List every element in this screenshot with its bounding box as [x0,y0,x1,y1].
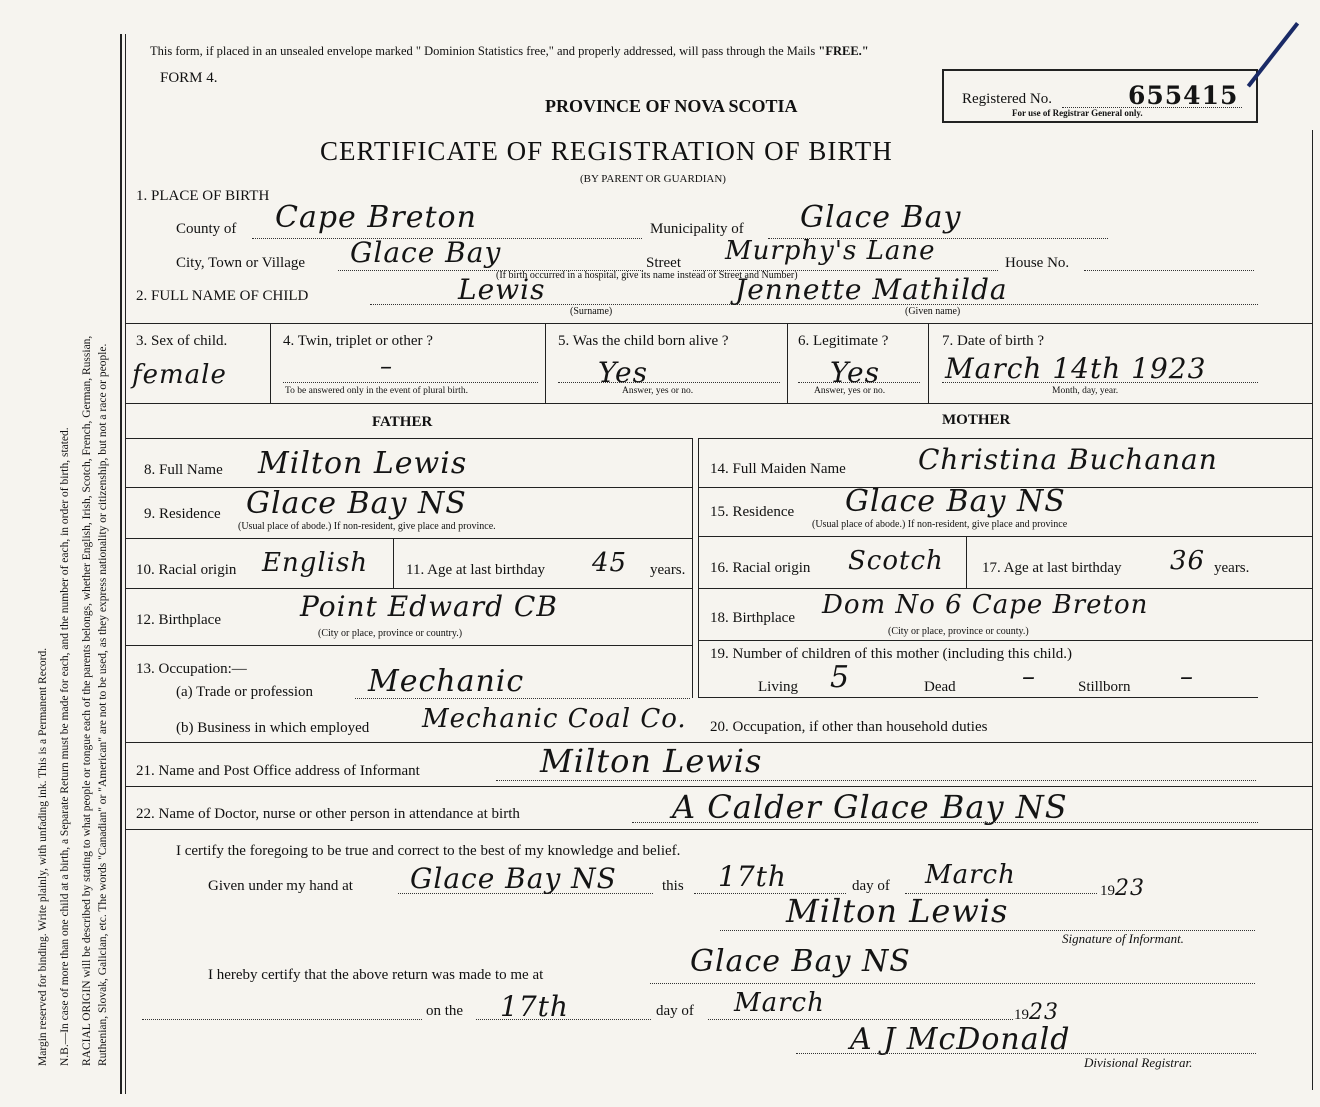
legitimate-note: Answer, yes or no. [814,386,886,396]
mother-residence-label: 15. Residence [710,504,795,520]
certify-statement: I certify the foregoing to be true and correct to the best of my knowledge and belief. [176,843,681,859]
mother-race-value: Scotch [848,546,944,576]
dob-value: March 14th 1923 [945,352,1207,385]
rule-parents-top-right [698,438,1312,439]
registrar-place-line [650,983,1255,984]
father-business-value: Mechanic Coal Co. [422,704,687,734]
child-given-name-value: Jennette Mathilda [735,273,1008,306]
rule-father-4 [126,645,692,646]
legitimate-label: 6. Legitimate ? [798,333,889,349]
form-number: FORM 4. [160,70,218,86]
mother-race-label: 16. Racial origin [710,560,811,576]
registrar-lead-line [142,1019,422,1020]
father-trade-line [355,698,690,699]
mother-heading: MOTHER [942,412,1011,428]
given-month-value: March [925,860,1016,890]
child-surname-value: Lewis [458,273,546,306]
mother-birthplace-note: (City or place, province or county.) [888,626,1029,637]
rule-row3-v4 [928,323,929,403]
dead-value: – [1022,662,1036,692]
margin-racial-note-1: RACIAL ORIGIN will be described by stating to what people or tongue each of the parents belongs, whether English, Irish, Scotch, French, German, Russian, [81,335,93,1066]
parents-divider [692,438,693,698]
registration-label: Registered No. [962,91,1052,107]
alive-label: 5. Was the child born alive ? [558,333,729,349]
twin-label: 4. Twin, triplet or other ? [283,333,433,349]
informant-label: 21. Name and Post Office address of Informant [136,763,420,779]
registrar-signature-line [796,1053,1256,1054]
given-this-label: this [662,878,684,894]
street-value: Murphy's Lane [725,236,936,266]
registrar-month-value: March [734,988,825,1018]
registrar-year-value: 23 [1029,1000,1059,1025]
father-business-label: (b) Business in which employed [176,720,370,736]
twin-note: To be answered only in the event of plural birth. [285,386,468,396]
given-day-value: 17th [718,860,787,893]
province-heading: PROVINCE OF NOVA SCOTIA [545,96,798,116]
dob-label: 7. Date of birth ? [942,333,1045,349]
municipality-label: Municipality of [650,221,744,237]
rule-row3-bottom [126,403,1312,404]
registration-note: For use of Registrar General only. [1012,108,1143,118]
father-race-label: 10. Racial origin [136,562,237,578]
father-birthplace-note: (City or place, province or country.) [318,628,463,639]
attendant-label: 22. Name of Doctor, nurse or other person in attendance at birth [136,806,520,822]
living-label: Living [758,679,798,695]
given-label: Given under my hand at [208,878,353,894]
rule-row3-v2 [545,323,546,403]
street-label: Street [646,255,681,271]
municipality-value: Glace Bay [800,200,962,235]
right-border [1312,130,1313,1090]
twin-line [283,382,538,383]
hospital-note: (If birth occurred in a hospital, give its name instead of Street and Number) [496,270,798,281]
registrar-day-value: 17th [500,990,569,1023]
registrar-place-value: Glace Bay NS [690,944,911,979]
father-name-value: Milton Lewis [258,446,468,481]
father-occupation-label: 13. Occupation:— [136,661,247,677]
registrar-statement: I hereby certify that the above return was made to me at [208,967,544,983]
father-trade-value: Mechanic [368,664,525,699]
registrar-month-line [708,1019,1013,1020]
father-age-label: 11. Age at last birthday [406,562,545,578]
rule-row3-v3 [787,323,788,403]
mother-age-unit: years. [1214,560,1250,576]
rule-father-3 [126,588,692,589]
given-dayof-label: day of [852,878,890,894]
rule-children [698,697,1258,698]
mother-name-label: 14. Full Maiden Name [710,461,846,477]
given-place-value: Glace Bay NS [410,862,617,895]
margin-nb-note: N.B.—In case of more than one child at a birth, a Separate Return must be made for each, and the number of each, in order of birth, stated. [59,427,71,1066]
twin-value: – [380,352,393,380]
rule-father-race-v [393,538,394,588]
rule-mother-race-v [966,536,967,588]
dob-note: Month, day, year. [1052,386,1119,396]
legitimate-line [798,382,920,383]
left-border-inner [125,34,126,1094]
registrar-caption: Divisional Registrar. [1084,1055,1193,1070]
rule-row3-top [126,323,1312,324]
signature-caption: Signature of Informant. [1062,931,1184,946]
given-year-value: 23 [1115,876,1145,901]
registrar-on-label: on the [426,1003,464,1019]
parents-divider-2 [698,438,699,698]
father-trade-label: (a) Trade or profession [176,684,314,700]
house-label: House No. [1005,255,1070,271]
father-residence-label: 9. Residence [144,506,221,522]
mother-residence-value: Glace Bay NS [845,484,1066,519]
father-birthplace-label: 12. Birthplace [136,612,221,628]
sex-label: 3. Sex of child. [136,333,228,349]
attendant-value: A Calder Glace Bay NS [672,788,1068,826]
margin-racial-note-2: Ruthenian, Slovak, Galician, etc. The words "Canadian" or "American" are not to be used, as they express nationality or citizenship, but not a race or people. [97,343,109,1066]
father-age-unit: years. [650,562,686,578]
mother-name-value: Christina Buchanan [918,443,1218,476]
father-birthplace-value: Point Edward CB [300,590,558,623]
house-line [1084,270,1254,271]
registration-box [942,69,1258,123]
father-race-value: English [262,548,369,578]
dead-label: Dead [924,679,956,695]
father-heading: FATHER [372,414,433,430]
mother-age-value: 36 [1170,546,1206,576]
informant-signature: Milton Lewis [786,892,1009,930]
father-residence-value: Glace Bay NS [246,486,467,521]
city-label: City, Town or Village [176,255,306,271]
father-residence-note: (Usual place of abode.) If non-resident, give place and province. [238,521,496,532]
stillborn-value: – [1180,662,1194,692]
given-year-prefix: 19 [1100,883,1115,899]
margin-binding-note: Margin reserved for binding. Write plainly, with unfading ink. This is a Permanent Record. [37,647,49,1066]
certificate-subtitle: (BY PARENT OR GUARDIAN) [580,173,726,185]
child-name-label: 2. FULL NAME OF CHILD [136,288,309,304]
mail-note: This form, if placed in an unsealed envelope marked " Dominion Statistics free," and properly addressed, will pass through the Mails "FREE." [150,44,869,58]
given-name-caption: (Given name) [905,306,961,317]
registration-number: 655415 [1128,81,1239,110]
left-border [120,34,122,1094]
mother-birthplace-value: Dom No 6 Cape Breton [822,590,1149,620]
pen-mark [1247,22,1299,88]
given-year [1100,876,1145,901]
mother-residence-note: (Usual place of abode.) If non-resident, give place and province [812,519,1068,530]
rule-row3-v1 [270,323,271,403]
father-name-label: 8. Full Name [144,462,223,478]
mother-occupation-label: 20. Occupation, if other than household duties [710,719,988,735]
informant-value: Milton Lewis [540,742,763,780]
dob-line [942,382,1258,383]
rule-informant-bottom [126,786,1312,787]
rule-parents-top-left [126,438,692,439]
alive-note: Answer, yes or no. [622,386,694,396]
certificate-title: CERTIFICATE OF REGISTRATION OF BIRTH [320,136,893,166]
surname-caption: (Surname) [570,306,613,317]
rule-attendant-bottom [126,829,1312,830]
registrar-signature: A J McDonald [850,1022,1071,1057]
county-label: County of [176,221,237,237]
mother-birthplace-label: 18. Birthplace [710,610,795,626]
living-value: 5 [830,660,851,695]
attendant-line [632,822,1258,823]
rule-mother-2 [698,536,1312,537]
registrar-dayof-label: day of [656,1003,694,1019]
county-value: Cape Breton [275,200,477,235]
stillborn-label: Stillborn [1078,679,1131,695]
father-age-value: 45 [592,548,628,578]
alive-value: Yes [598,356,648,389]
rule-mother-4 [698,640,1312,641]
rule-father-2 [126,538,692,539]
informant-line [496,780,1256,781]
legitimate-value: Yes [830,356,880,389]
alive-line [558,382,780,383]
sex-value: female [132,360,227,390]
registrar-year-prefix: 19 [1014,1007,1029,1023]
city-value: Glace Bay [350,236,502,269]
place-of-birth-label: 1. PLACE OF BIRTH [136,188,270,204]
mother-age-label: 17. Age at last birthday [982,560,1122,576]
children-label: 19. Number of children of this mother (including this child.) [710,646,1073,662]
rule-mother-3 [698,588,1312,589]
